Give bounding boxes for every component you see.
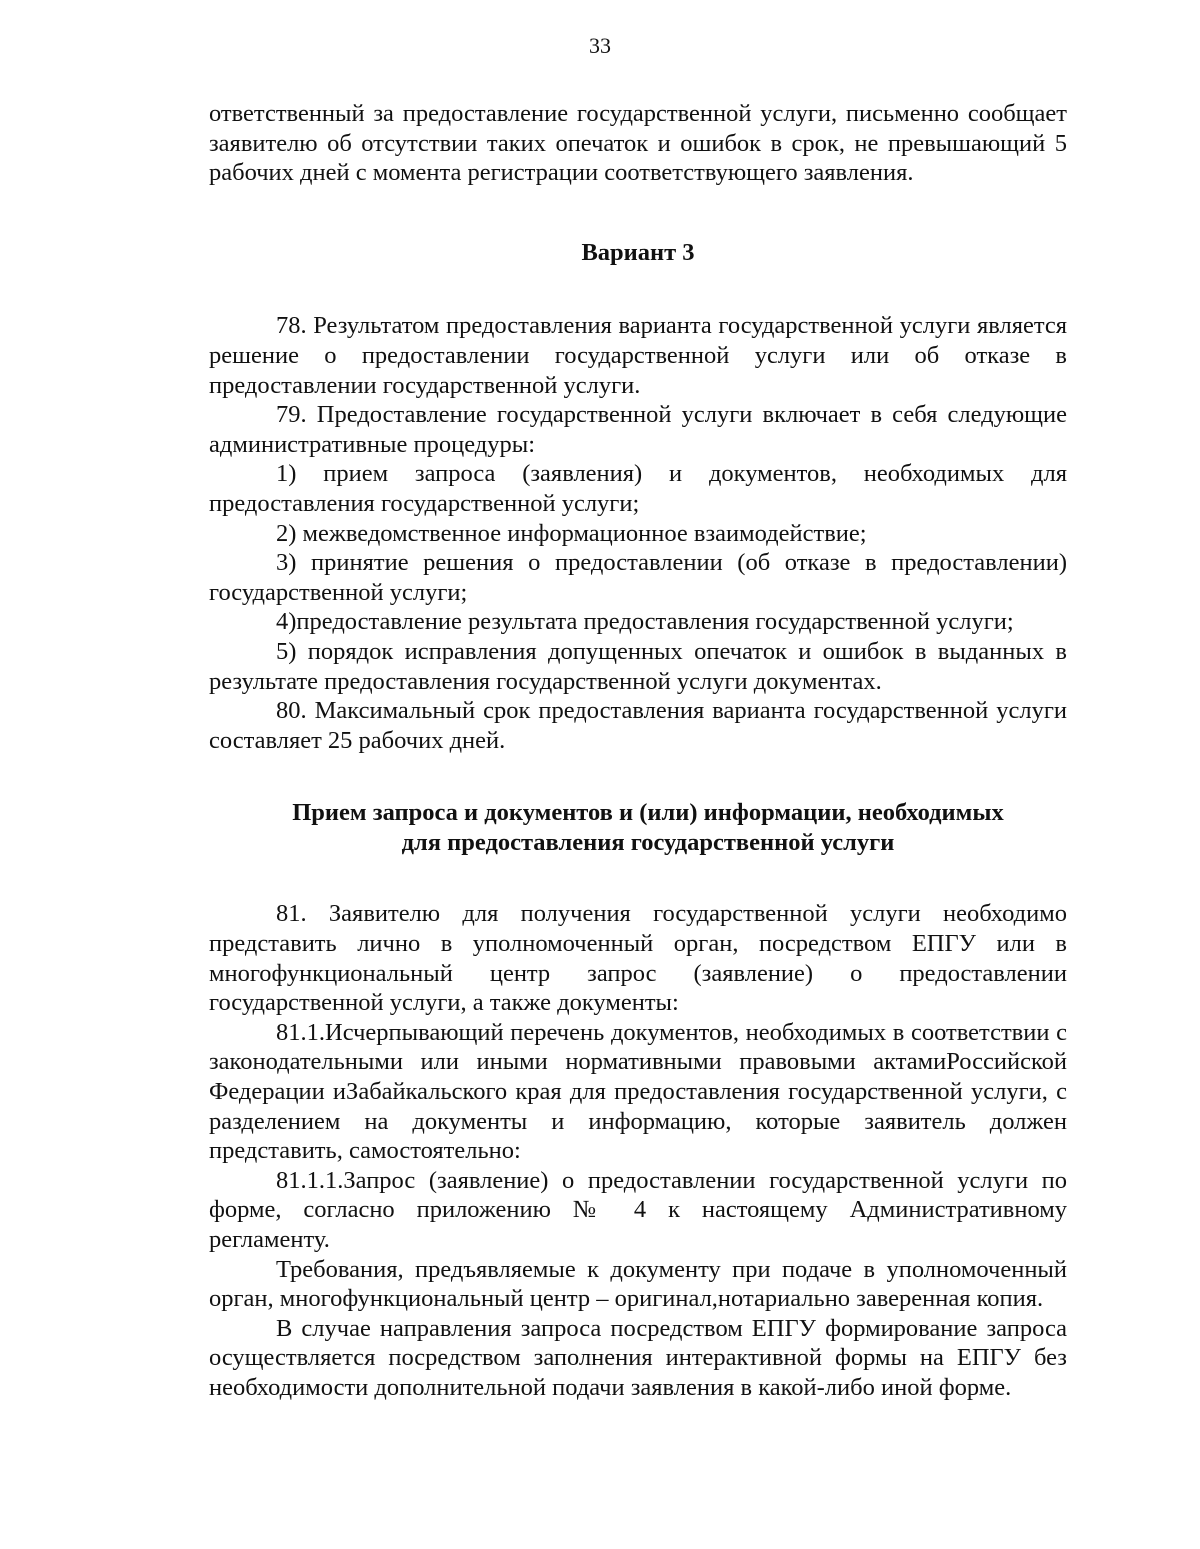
list-item-procedure-1: 1) прием запроса (заявления) и документов, необходимых для предоставления государственной услуги; <box>209 460 1067 517</box>
paragraph-requirements: Требования, предъявляемые к документу при подаче в уполномоченный орган, многофункциональный центр – оригинал,нотариально заверенная копия. <box>209 1255 1067 1313</box>
list-item-procedure-2: 2) межведомственное информационное взаимодействие; <box>276 519 867 547</box>
paragraph-81-1: 81.1.Исчерпывающий перечень документов, необходимых в соответствии с законодательными или иными нормативными правовыми актамиРоссийской Федерации иЗабайкальского края для предоставления государственной услуги, с разделением на документы и информацию, которые заявитель должен представить, самостоятельно: <box>209 1018 1067 1165</box>
list-item-procedure-3: 3) принятие решения о предоставлении (об отказе в предоставлении) государственной услуги; <box>209 549 1067 606</box>
paragraph-epgu: В случае направления запроса посредством ЕПГУ формирование запроса осуществляется посредством заполнения интерактивной формы на ЕПГУ без необходимости дополнительной подачи заявления в какой-либо иной форме. <box>209 1314 1067 1401</box>
paragraph-79: 79. Предоставление государственной услуги включает в себя следующие административные процедуры: <box>209 401 1067 458</box>
section-heading <box>209 798 1067 857</box>
paragraph-78: 78. Результатом предоставления варианта государственной услуги является решение о предоставлении государственной услуги или об отказе в предоставлении государственной услуги. <box>209 312 1067 399</box>
section-heading-line-2: для предоставления государственной услуги <box>401 828 895 856</box>
section-heading-line-1: Прием запроса и документов и (или) информации, необходимых <box>292 799 1004 827</box>
intro-paragraph: ответственный за предоставление государственной услуги, письменно сообщает заявителю об отсутствии таких опечаток и ошибок в срок, не превышающий 5 рабочих дней с момента регистрации соответствующего заявления. <box>209 100 1067 187</box>
paragraph-81: 81. Заявителю для получения государственной услуги необходимо представить лично в уполномоченный орган, посредством ЕПГУ или в многофункциональный центр запрос (заявление) о предоставлении государственной услуги, а также документы: <box>209 900 1067 1017</box>
variant-heading: Вариант 3 <box>581 238 695 266</box>
document-body <box>209 99 1067 1403</box>
list-item-procedure-5: 5) порядок исправления допущенных опечаток и ошибок в выданных в результате предоставления государственной услуги документах. <box>209 637 1067 695</box>
list-item-procedure-4: 4)предоставление результата предоставления государственной услуги; <box>276 608 1014 636</box>
paragraph-80: 80. Максимальный срок предоставления варианта государственной услуги составляет 25 рабочих дней. <box>209 697 1067 754</box>
page-number: 33 <box>589 33 611 58</box>
paragraph-81-1-1: 81.1.1.Запрос (заявление) о предоставлении государственной услуги по форме, согласно приложению № 4 к настоящему Административному регламенту. <box>209 1166 1067 1253</box>
